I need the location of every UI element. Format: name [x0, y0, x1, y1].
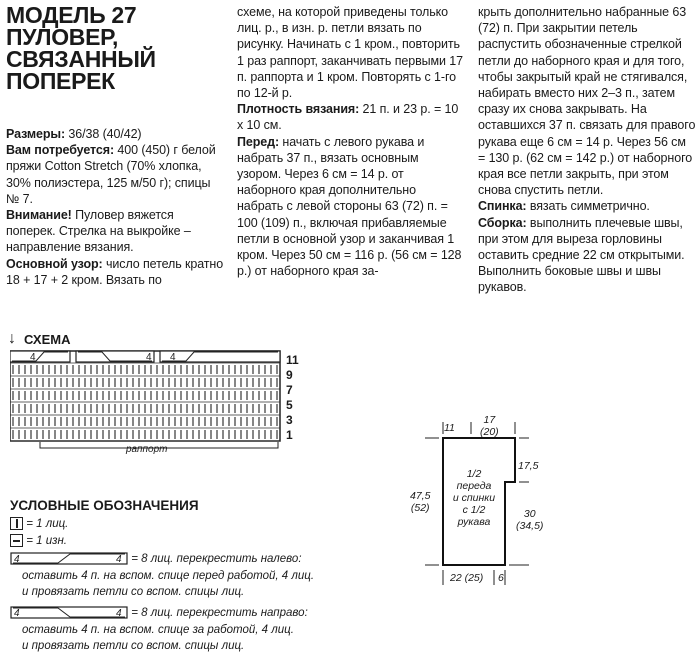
cable-left-num-right: 4 — [116, 554, 122, 566]
schema-label: СХЕМА — [24, 332, 71, 347]
back-paragraph — [478, 198, 696, 214]
sizes-value: 36/38 (40/42) — [65, 127, 142, 141]
legend-knit-text: = 1 лиц. — [26, 518, 69, 530]
rapport-label: раппорт — [126, 444, 168, 455]
legend-cable-right-line1: = 8 лиц. перекрестить направо: — [131, 607, 308, 619]
legend-cable-right-line3: и провязать петли со вспом. спицы лиц. — [22, 640, 245, 652]
row-number: 9 — [286, 368, 293, 382]
attention-label: Внимание! — [6, 208, 72, 223]
dim-right-step: 17,5 — [518, 460, 539, 472]
dim-bottom-1: 22 (25) — [450, 572, 484, 584]
front-value: начать с левого рукава и набрать 37 п., вязать основным узором. Через 6 см = 14 р. от наборного края дополнительно набрать с левой стороны 63 (72) п. = 100 (109) п., включая прибавляемые петли в основной узор и заканчивая 1 кром. Через 50 см = 116 р. (56 см = 128 р.) от наборного края за- — [237, 134, 462, 279]
dim-top-right-1: 17 — [483, 414, 496, 426]
legend-cable-right — [10, 606, 310, 621]
chart-grid — [10, 351, 280, 441]
title-line: СВЯЗАННЫЙ — [6, 46, 156, 72]
materials-value: 400 (450) г белой пряжи Cotton Stretch (70% хлопка, 30% полиэстера, 125 м/50 г); спицы № 7. — [6, 143, 216, 206]
knitting-chart — [10, 350, 282, 442]
legend-title: УСЛОВНЫЕ ОБОЗНАЧЕНИЯ — [10, 498, 199, 513]
cable-right-symbol-icon — [10, 606, 128, 619]
purl-symbol-icon — [10, 534, 23, 547]
cable-left-symbol-icon — [10, 552, 128, 565]
text-column-3 — [478, 4, 696, 296]
main-pattern-label: Основной узор: — [6, 256, 103, 271]
back-label: Спинка: — [478, 199, 527, 214]
dim-right — [516, 508, 543, 532]
cable-right-num-right: 4 — [116, 608, 122, 620]
row-number: 7 — [286, 383, 293, 397]
cable-symbol-right — [160, 351, 280, 363]
dim-left-1: 47,5 — [410, 490, 431, 502]
dim-top-right-2: (20) — [480, 426, 499, 438]
legend-purl — [10, 534, 67, 549]
dim-top-right — [480, 414, 499, 438]
sizes-paragraph — [6, 126, 224, 142]
cable-number: 4 — [146, 352, 152, 363]
sizes-label: Размеры: — [6, 127, 66, 141]
piece-center-4: с 1/2 — [462, 504, 486, 516]
front-paragraph — [237, 134, 465, 280]
density-label: Плотность вязания: — [237, 102, 360, 117]
assembly-label: Сборка: — [478, 215, 527, 230]
title-line: ПОПЕРЕК — [6, 68, 115, 94]
row-number: 11 — [286, 353, 299, 367]
text-column-1 — [6, 126, 224, 288]
dim-right-1: 30 — [523, 508, 536, 520]
attention-paragraph — [6, 207, 224, 256]
legend-cable-right-line2: оставить 4 п. на вспом. спице за работой, 4 лиц. — [22, 624, 294, 636]
piece-center-3: и спинки — [452, 492, 496, 504]
assembly-value: выполнить плечевые швы, при этом для выреза горловины оставить средние 22 см открытыми. Выполнить боковые швы и швы рукавов. — [478, 215, 685, 295]
materials-paragraph — [6, 142, 224, 207]
piece-center-label — [446, 468, 502, 528]
legend-purl-text: = 1 изн. — [26, 535, 67, 547]
piece-center-2: переда — [456, 480, 492, 492]
front-label: Перед: — [237, 134, 280, 149]
materials-label: Вам потребуется: — [6, 143, 115, 158]
assembly-paragraph — [478, 215, 696, 296]
down-arrow-icon: ↓ — [8, 330, 16, 347]
legend-cable-left-line3: и провязать петли со вспом. спицы лиц. — [22, 586, 245, 598]
back-value: вязать симметрично. — [526, 199, 650, 214]
page-title — [6, 4, 226, 92]
density-value: 21 п. и 23 р. = 10 х 10 см. — [237, 102, 459, 133]
front-continuation: крыть дополнительно набранные 63 (72) п. При закрытии петель распустить обозначенные стрелкой петли до наборного края и для того, чтобы закрытый край не стягивался, набирать вместо них 2–3 п., затем сразу их снова закрывать. На оставшихся 37 п. связать для правого рукава еще 6 см = 14 р. Через 56 см = 130 р. (62 см = 142 р.) от наборного края все петли закрыть, при этом снова спустить петли. — [478, 5, 696, 198]
knit-symbol-icon — [10, 517, 23, 530]
piece-center-5: рукава — [457, 516, 491, 528]
cable-symbol-mid — [76, 351, 154, 363]
dim-left-2: (52) — [410, 502, 430, 514]
cable-right-num: 4 — [14, 608, 20, 620]
dim-top-left: 11 — [444, 422, 455, 434]
legend-knit — [10, 517, 68, 532]
piece-center-1: 1/2 — [466, 468, 482, 480]
attention-value: Пуловер вяжется поперек. Стрелка на выкройке – направление вязания. — [6, 208, 191, 255]
main-pattern-value: число петель кратно 18 + 17 + 2 кром. Вязать по — [6, 256, 224, 287]
cable-number: 4 — [30, 352, 36, 363]
dim-left — [410, 490, 430, 514]
dim-right-2: (34,5) — [516, 520, 544, 532]
text-column-2 — [237, 4, 465, 279]
main-pattern-paragraph — [6, 256, 224, 288]
row-number: 5 — [286, 398, 293, 412]
density-paragraph — [237, 101, 465, 133]
pattern-continuation: схеме, на которой приведены только лиц. р., в изн. р. петли вязать по рисунку. Начинать с 1 кром., повторить 1 раз раппорт, заканчивать первыми 17 п. раппорта и 1 кром. Повторять с 1-го по 12-й р. — [237, 5, 463, 101]
title-line: ПУЛОВЕР, — [6, 24, 119, 50]
cable-number: 4 — [170, 352, 176, 363]
legend-cable-left — [10, 552, 310, 567]
row-number: 1 — [286, 428, 293, 442]
legend-cable-left-line2: оставить 4 п. на вспом. спице перед работой, 4 лиц. — [22, 570, 315, 582]
title-line: МОДЕЛЬ 27 — [6, 2, 137, 28]
legend-cable-left-line1: = 8 лиц. перекрестить налево: — [131, 553, 302, 565]
dim-bottom-2: 6 — [498, 572, 504, 584]
cable-symbol-left — [10, 351, 70, 363]
row-number: 3 — [286, 413, 293, 427]
cable-left-num: 4 — [14, 554, 20, 566]
